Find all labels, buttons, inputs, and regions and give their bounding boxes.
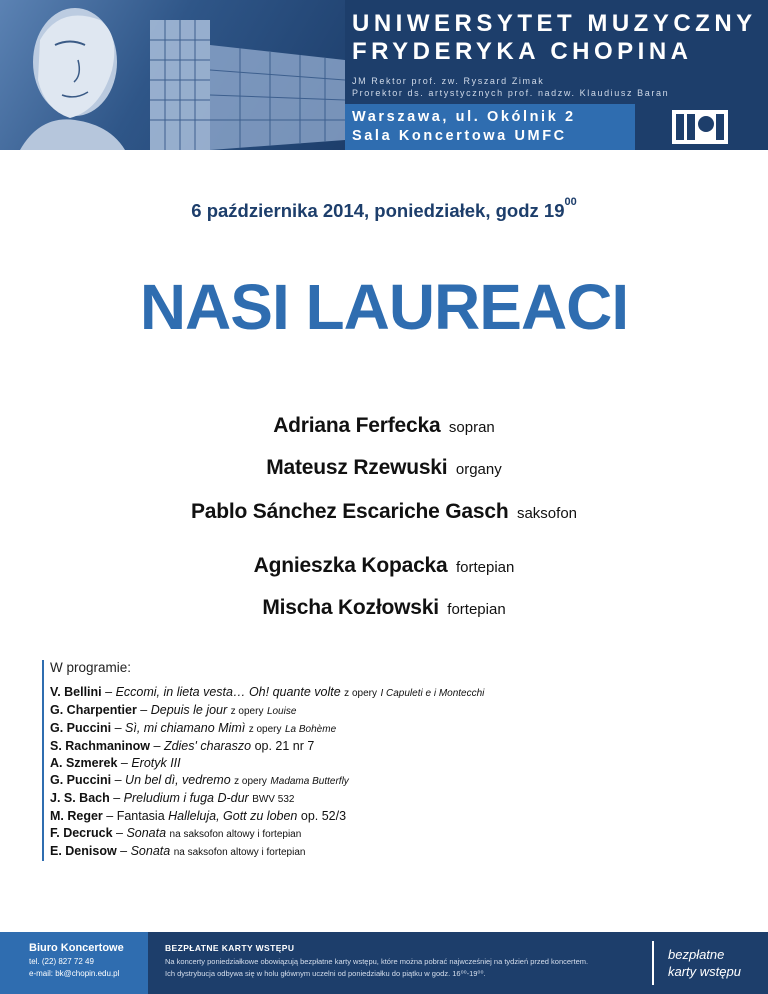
venue-hall: Sala Koncertowa UMFC bbox=[352, 128, 567, 144]
free-tickets-badge-line1: bezpłatne bbox=[668, 947, 725, 962]
program-item: G. Puccini – Sì, mi chiamano Mimì z opery La Bohème bbox=[50, 721, 337, 735]
performer-4 bbox=[0, 554, 768, 578]
free-tickets-text-2: Ich dystrybucja odbywa się w holu głównym uczelni od poniedziałku do piątku w godz. 16⁰⁰-19⁰⁰. bbox=[165, 969, 486, 978]
composer: G. Charpentier bbox=[50, 703, 137, 717]
venue-address: Warszawa, ul. Okólnik 2 bbox=[352, 109, 576, 125]
composer: S. Rachmaninow bbox=[50, 739, 151, 753]
composer: E. Denisow bbox=[50, 844, 117, 858]
work-opus: op. 21 nr 7 bbox=[254, 739, 315, 753]
concert-office-title: Biuro Koncertowe bbox=[29, 942, 124, 954]
program-item: S. Rachmaninow – Zdies' charaszo op. 21 nr 7 bbox=[50, 739, 315, 753]
program-item: M. Reger – Fantasia Halleluja, Gott zu loben op. 52/3 bbox=[50, 809, 347, 823]
performer-name: Mateusz Rzewuski bbox=[266, 456, 448, 479]
composer: J. S. Bach bbox=[50, 791, 110, 805]
free-tickets-text-1: Na koncerty poniedziałkowe obowiązują bezpłatne karty wstępu, które można pobrać najwcześniej na tydzień przed koncertem. bbox=[165, 957, 589, 966]
work-prefix: Fantasia bbox=[116, 809, 165, 823]
program-item: G. Charpentier – Depuis le jour z opery Louise bbox=[50, 703, 297, 717]
concert-office-phone: tel. (22) 827 72 49 bbox=[29, 957, 94, 966]
work-note: BWV 532 bbox=[252, 794, 295, 805]
free-tickets-badge bbox=[668, 946, 741, 980]
program-item: F. Decruck – Sonata na saksofon altowy i fortepian bbox=[50, 826, 302, 840]
opera-title: I Capuleti e i Montecchi bbox=[380, 688, 485, 699]
work-title: Un bel dì, vedremo bbox=[125, 773, 231, 787]
work-title: Halleluja, Gott zu loben bbox=[168, 809, 298, 823]
composer: A. Szmerek bbox=[50, 756, 118, 770]
performer-2 bbox=[0, 456, 768, 480]
program-item: A. Szmerek – Erotyk III bbox=[50, 756, 181, 770]
event-date-text: 6 października 2014, poniedziałek, godz 19 bbox=[191, 200, 565, 221]
performer-instrument: fortepian bbox=[447, 601, 506, 618]
header-image-chopin-building bbox=[0, 0, 345, 150]
performer-3 bbox=[0, 500, 768, 524]
chopin-building-illustration bbox=[0, 0, 345, 150]
work-title: Sì, mi chiamano Mimì bbox=[125, 721, 246, 735]
work-note: na saksofon altowy i fortepian bbox=[173, 847, 306, 858]
work-title: Sonata bbox=[126, 826, 167, 840]
poster-header bbox=[0, 0, 768, 150]
work-opus: op. 52/3 bbox=[300, 809, 347, 823]
performer-name: Agnieszka Kopacka bbox=[253, 554, 448, 577]
opera-title: Louise bbox=[266, 706, 297, 717]
work-note: z opery bbox=[344, 688, 377, 699]
program-item: E. Denisow – Sonata na saksofon altowy i fortepian bbox=[50, 844, 306, 858]
work-note: z opery bbox=[230, 706, 264, 717]
work-note: z opery bbox=[234, 776, 267, 787]
venue-info bbox=[352, 108, 576, 146]
composer: F. Decruck bbox=[50, 826, 113, 840]
performer-instrument: fortepian bbox=[455, 559, 515, 576]
performer-instrument: organy bbox=[455, 461, 502, 478]
work-title: Eccomi, in lieta vesta… Oh! quante volte bbox=[115, 685, 341, 699]
performer-instrument: saksofon bbox=[516, 505, 578, 522]
poster-footer bbox=[0, 932, 768, 994]
university-name-line1: UNIWERSYTET MUZYCZNY bbox=[352, 10, 757, 37]
concert-office-email[interactable]: e-mail: bk@chopin.edu.pl bbox=[29, 969, 120, 978]
performer-instrument: sopran bbox=[448, 419, 495, 436]
work-title: Erotyk III bbox=[131, 756, 181, 770]
work-title: Zdies' charaszo bbox=[163, 739, 252, 753]
program-section bbox=[42, 660, 750, 861]
composer: V. Bellini bbox=[50, 685, 102, 699]
performer-1 bbox=[0, 414, 768, 438]
work-note: na saksofon altowy i fortepian bbox=[169, 829, 302, 840]
university-name bbox=[352, 10, 757, 66]
free-tickets-heading: BEZPŁATNE KARTY WSTĘPU bbox=[165, 943, 295, 953]
concert-title: NASI LAUREACI bbox=[139, 271, 629, 343]
performer-name: Adriana Ferfecka bbox=[273, 414, 441, 437]
composer: G. Puccini bbox=[50, 773, 112, 787]
work-title: Preludium i fuga D-dur bbox=[123, 791, 249, 805]
event-time-superscript: 00 bbox=[564, 196, 577, 208]
opera-title: Madama Butterfly bbox=[270, 776, 349, 787]
work-title: Depuis le jour bbox=[150, 703, 228, 717]
program-label: W programie: bbox=[50, 660, 132, 675]
program-item: V. Bellini – Eccomi, in lieta vesta… Oh! quante volte z opery I Capuleti e i Montecchi bbox=[50, 685, 485, 699]
work-note: z opery bbox=[248, 724, 282, 735]
rector-line: JM Rektor prof. zw. Ryszard Zimak bbox=[352, 76, 545, 86]
program-item: G. Puccini – Un bel dì, vedremo z opery Madama Butterfly bbox=[50, 773, 349, 787]
prorector-line: Prorektor ds. artystycznych prof. nadzw. Klaudiusz Baran bbox=[352, 88, 670, 98]
program-item: J. S. Bach – Preludium i fuga D-dur BWV 532 bbox=[50, 791, 295, 805]
performer-name: Mischa Kozłowski bbox=[262, 596, 439, 619]
university-name-line2: FRYDERYKA CHOPINA bbox=[352, 38, 693, 65]
umfc-logo-icon bbox=[672, 110, 728, 144]
composer: G. Puccini bbox=[50, 721, 112, 735]
work-title: Sonata bbox=[130, 844, 171, 858]
performer-5 bbox=[0, 596, 768, 620]
footer-divider bbox=[652, 941, 654, 985]
event-date bbox=[0, 196, 768, 222]
opera-title: La Bohème bbox=[284, 724, 337, 735]
performer-name: Pablo Sánchez Escariche Gasch bbox=[190, 500, 509, 523]
composer: M. Reger bbox=[50, 809, 103, 823]
free-tickets-badge-line2: karty wstępu bbox=[668, 964, 741, 979]
rector-info bbox=[352, 75, 669, 99]
